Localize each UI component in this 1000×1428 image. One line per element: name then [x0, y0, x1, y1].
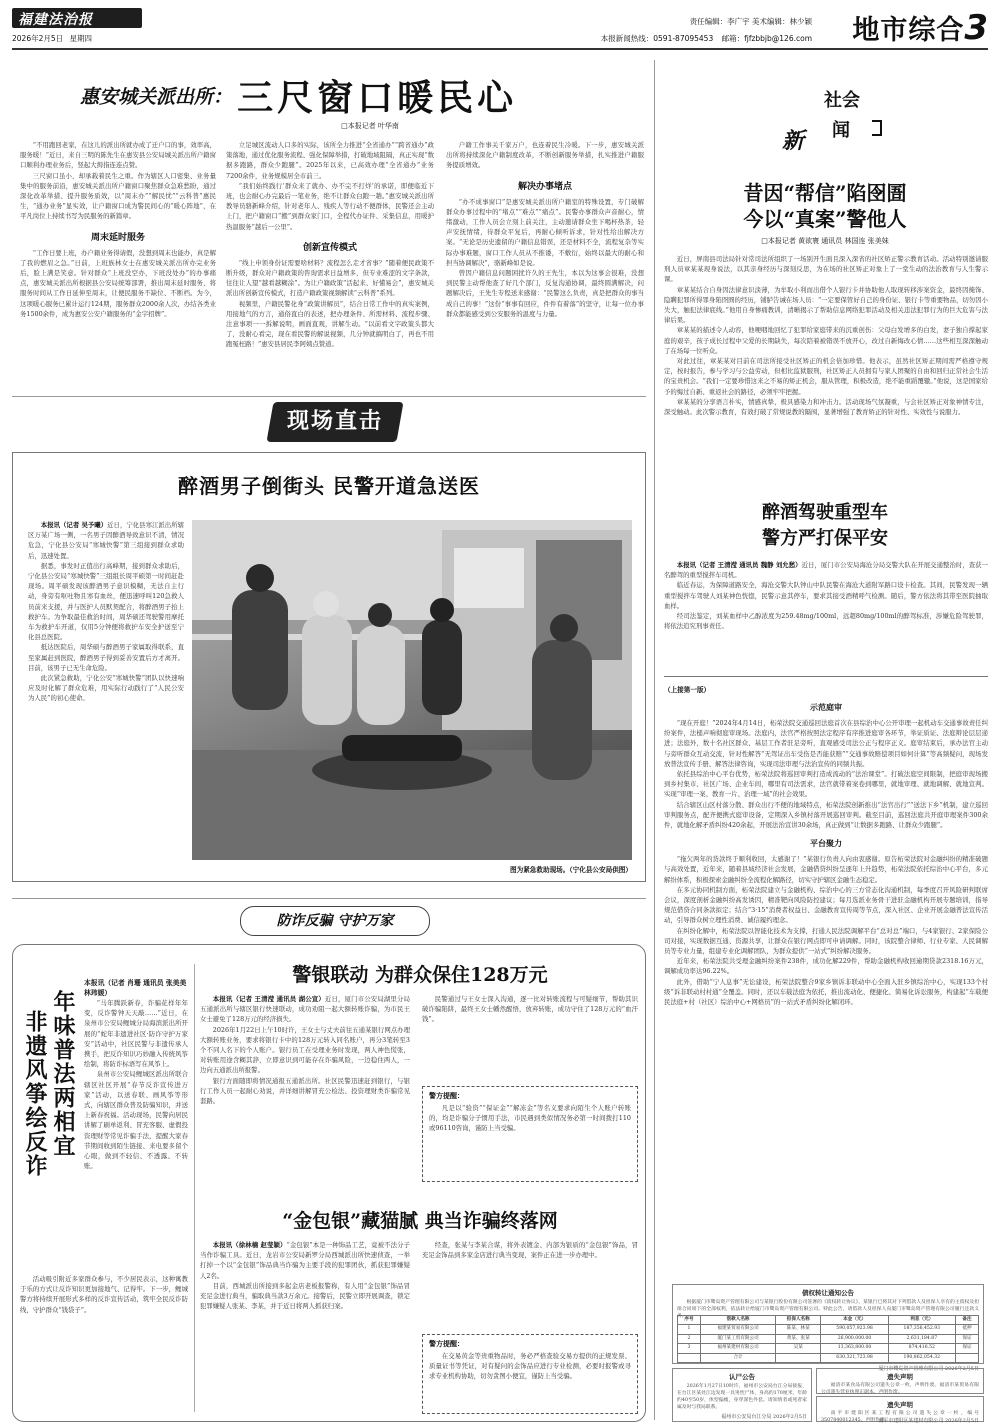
- lead-paragraph: 曾因户籍信息问题困扰许久的王先生，本以为这事会很难，没想到民警主动帮他查了好几个部门，反复沟通协调，最终圆满解决，问题解决后，王先生专程送来感谢：“民警这么负责，真是把群众的事当成自己的事！”这份“事事有回应，件件有着落”的坚守，让每一位办事群众都能感受到公安服务的温度与力量。: [446, 269, 644, 318]
- bond-table-header-cell: 序号: [678, 1316, 701, 1325]
- masthead-rule: [12, 48, 988, 50]
- continued-paragraph: 在纠纷化解中，柘荣法院以智能化技术为支撑，打通人民法院调解平台“总对总”端口，与4家银行、2家保险公司对接，实现数据互通、资源共享，让群众在银行网点即可申请调解。同时，该院整合律师、行业专家、人民调解员等专业力量，组建专业化调解团队，为群众提供“一站式”纠纷解决服务。: [664, 926, 988, 956]
- scene-banner: [266, 402, 403, 442]
- loss-notice-title: 遗失声明: [887, 1401, 913, 1409]
- social-paragraph: 章某某的描述令人动容，他哽咽地回忆了犯罪给家庭带来的沉重创伤：父母白发增多的白发，妻子独自撑起家庭的艰辛，孩子成长过程中父爱的长期缺失，每次陪着被错误不放开心，改过自新悔改心情……这些相互深深触动了在场每一位听众。: [664, 326, 988, 355]
- gold-article-paragraph: 经查，张某与李某合谋，将外表镀金、内部为银质的“金包银”饰品，冒充足金饰品到多家金店进行典当变现，案件正在进一步办理中。: [422, 1241, 638, 1260]
- scene-banner-text: 现场直击: [286, 409, 383, 434]
- bond-table-row: [678, 1334, 979, 1343]
- corpse-notice-title: 认尸公告: [729, 1373, 755, 1381]
- bond-table-cell: [678, 1353, 701, 1362]
- gold-article-paragraph: 目前，西城派出所接到多起金店老板报警称，有人用“金包银”饰品冒充足金进行典当，骗取典当款3万余元。接警后，民警立即开展调查，锁定犯罪嫌疑人张某、李某，并于近日将两人抓获归案。: [200, 1281, 410, 1311]
- anti-fraud-banner: [240, 906, 430, 936]
- lead-byline: □本报记者 叶华南: [341, 122, 399, 130]
- lead-paragraph: “我们始终践行‘群众来了就办、办不完不打烊’的承诺，即便临近下班，也会耐心办完最后一笔业务，绝不让群众白跑一趟。”惠安城关派出所教导员骆新峰介绍，针对老年人、残疾人等行动不便群体，民警还会主动上门，把户籍窗口“搬”到群众家门口，全程代办证件、采集信息，用暖护热温服务“越后一公里”。: [226, 181, 434, 231]
- news-hotline: 本报新闻热线：0591-87095453: [600, 34, 714, 43]
- bond-table-header-cell: 备注: [955, 1316, 978, 1325]
- lead-col-2: [226, 140, 434, 380]
- drunk-driving-byline: 本报讯（记者 王清滢 通讯员 魏静 刘允愁）: [676, 561, 802, 569]
- bank-article-paragraph: 银行方面随即将情况通报五通派出所。社区民警迅速赶到银行，与银行工作人员一起耐心劝说，并详细讲解冒充公检法、投资理财类诈骗常见套路。: [200, 1076, 410, 1106]
- section-name: 地市综合: [852, 15, 965, 46]
- lead-subheading: 周末延时服务: [90, 232, 145, 243]
- lead-headline: [80, 70, 640, 118]
- bond-table-cell: 保证: [955, 1344, 978, 1353]
- bond-notice-signature: 厦门市鹭岛资产管理有限公司 2026年2月5日: [878, 1366, 979, 1373]
- loss-notice-signature: 南平市建阳区某建材有限公司 2026年2月5日: [878, 1418, 979, 1424]
- section-divider: [664, 676, 988, 677]
- continued-subheading: 平台聚力: [810, 839, 842, 849]
- scene-section-rule: [12, 396, 646, 397]
- bond-table-cell: 抵押: [955, 1325, 978, 1334]
- column-divider: [654, 60, 655, 1420]
- rescue-photo-caption: 图为紧急救助现场。（宁化县公安局供图）: [510, 866, 632, 874]
- bond-table-cell: 590,057,923.98: [821, 1325, 888, 1334]
- gold-article-paragraph: “金包银”本是一种饰品工艺，竟被不法分子当作诈骗工具。近日，龙岩市公安局新罗分局西城派出所快速侦查，一举打掉一个以“金包银”饰品典当诈骗为主要手段的犯罪团伙，抓获犯罪嫌疑人2名。: [200, 1241, 410, 1280]
- social-byline: □本报记者 黄欲寰 通讯员 林国连 张美妹: [761, 237, 889, 245]
- gold-tip-text: 在交易黄金等贵重物品时，务必严格查验交易方提供的正规发票、质量证书等凭证，对有疑问的金饰品应进行专业检测，必要时报警或寻求专业机构协助，切勿贪图小便宜，谨防上当受骗。: [429, 1352, 631, 1380]
- anti-fraud-rule: [12, 898, 646, 899]
- continued-from: （上接第一版）: [664, 686, 711, 694]
- bond-table-header: [678, 1316, 979, 1325]
- bond-table-cell: 874,416.52: [888, 1344, 955, 1353]
- continued-body: [664, 684, 988, 1272]
- continued-paragraph: 近年来，柘荣法院共受理金融纠纷案件238件，成功化解229件，帮助金融机构收回逾期贷款2318.16万元，调解成功率达96.22%。: [664, 957, 988, 976]
- lead-col-1: [20, 140, 216, 380]
- bank-police-tip: [422, 1086, 638, 1182]
- bond-notice-intro: 根据厦门市鹭岛资产管理有限公司与某银行股份有限公司签署的《债权转让协议》，某银行已将其对下列借款人及担保人享有的主债权及担保合同项下的全部权利，依法转让给厦门市鹭岛资产管理有限公司。特此公告，请借款人及担保人向厦门市鹭岛资产管理有限公司履行还款义务。: [677, 1300, 979, 1319]
- kite-title-line1: 年味普法两相宜: [50, 990, 76, 1158]
- scene-paragraph: 近日，宁化县寒江派出所辖区万某广场一侧，一名男子因醉酒导致意识不清，情况危急，宁化县公安局“寒城快警”第三组接到群众求助后，迅速处置。: [28, 521, 184, 560]
- bond-table-row: [678, 1344, 979, 1353]
- loss-notice-title: 遗失声明: [887, 1373, 913, 1381]
- lead-paragraph: “办不成事窗口”是惠安城关派出所户籍室的特殊设置，专门破解群众办事过程中的“堵点”“难点”“痛点”。民警办事群众声音耐心，情绪激动，工作人员会立刻上前关注，主动邀请群众坐下喝杯热茶，轻声安抚情绪，待群众平复后，再耐心倾听诉求，针对性给出解决方案。“无论是历史遗留的户籍信息错误，还是材料不全，流程复杂等实际办事难题，窗口工作人员从不推诿，不敷衍，始终以最大的耐心和担当协调解决”，骆新峰如是说。: [446, 197, 644, 267]
- drunk-driving-headline-line2: 警方严打保平安: [762, 528, 888, 549]
- bond-table-row: [678, 1353, 979, 1362]
- bracket-mark: [872, 120, 882, 136]
- bond-table-cell: 1: [678, 1325, 701, 1334]
- scene-byline: 本报讯（记者 吴予曦）: [40, 521, 108, 529]
- bond-table-cell: 保证: [955, 1334, 978, 1343]
- lead-headline-left: 惠安城关派出所：: [80, 86, 233, 108]
- social-paragraph: 章某某结合自身因法律意识淡薄，为牟取小利而出借个人银行卡并协助他人取现转移涉案资金，最终因掩饰、隐瞒犯罪所得罪身陷囹圄的经历，铺胪告诫在场人员：“一定要保管好自己的身份证、银行卡等重要物品，切勿因小失大，触犯法律底线。”他用自身惨痛教训，清晰揭示了帮助信息网络犯罪活动及相关违法犯罪行为的巨大危害与法律后果。: [664, 285, 988, 325]
- bond-table-header-cell: 担保人名称: [776, 1316, 821, 1325]
- contact-email: 邮箱：fjfzbbjb@126.com: [721, 34, 812, 43]
- bank-article-paragraph: 近日，厦门市公安局湖里分局五通派出所与辖区银行快速联动，成功劝阻一起大额转账诈骗，为市民王女士避免了128万元的经济损失。: [200, 995, 410, 1024]
- bond-transfer-notice: [672, 1284, 984, 1373]
- rescue-photo-illustration: [192, 520, 632, 860]
- bond-table-cell: 厦门某工贸有限公司: [701, 1334, 776, 1343]
- bank-tip-title: 警方提醒：: [429, 1092, 464, 1100]
- continued-paragraph: “现在开庭！”2024年4月14日，柘荣法院交通巡回法庭首次在县综治中心公开审理一起机动车交通事故责任纠纷案件，法槌声响彻庭审现场。法庭内，法官严格按照法定程序有序推进庭审各环节，举证质证、法庭辩论层层递进；法庭外，数十名社区群众、基层工作者驻足旁听，直观感受司法公正与程序正义。庭审结束后，承办法官主动与旁听群众互动交流，针对性解答“无驾证出车受伤是否能获赔”“交通事故赔偿项目如何计算”等高频疑问，现场发放普法宣传手册、解答法律咨询，实现司法审理与法治宣传的同频共振。: [664, 719, 988, 768]
- social-news-label: [780, 86, 910, 156]
- social-label-wen: 闻: [832, 120, 850, 141]
- gold-article-headline: “金包银”藏猫腻 典当诈骗终落网: [282, 1210, 558, 1232]
- corpse-notice-text: 2026年1月27日10时许，福州市公安局台江分局接报，在台江区某处江边发现一具男性尸体，身高约170厘米，年龄约40至50岁，体型偏瘦，身穿深色外套。请知情者或死者家属及时与我局联系。: [677, 1384, 807, 1410]
- bond-table-cell: 26,900,000.00: [821, 1334, 888, 1343]
- lead-headline-right: 三尺窗口暖民心: [237, 77, 518, 119]
- newspaper-logo-text: 福建法治报: [18, 12, 93, 28]
- kite-paragraph: 泉州市公安局鲤城区派出所联合辖区社区开展“春节反诈宣传进万家”活动，以送春联、画风筝等形式，向辖区群众普及防骗知识，并送上新春祝福。活动现场，民警向居民讲解了刷单返利、冒充客服、虚假投资理财等常见诈骗手法，提醒大家春节期间收到陌生链接、来电要多留个心眼，做到不轻信、不透露、不转账。: [84, 1070, 188, 1171]
- gold-article-col1: [200, 1240, 410, 1416]
- lead-subheading: 解决办事堵点: [517, 181, 572, 192]
- bond-table-cell: 187,356,452.93: [888, 1325, 955, 1334]
- drunk-driving-paragraph: 经司法鉴定，刘某血样中乙醇浓度为259.48mg/100ml，远超80mg/100ml的醉驾标准，涉嫌危险驾驶罪，将依法追究刑事责任。: [664, 612, 988, 631]
- drunk-driving-paragraph: 临近春运，为保障道路安全，海沧交警大队钟山中队民警在海沧大道附军路口设卡检查。其间，民警发现一辆重型搅拌车驾驶人刘某神色恍惚，民警示意其停车，要求其接受酒精呼气检测。随后，警方依法将其带至医院抽取血样。: [664, 581, 988, 610]
- lead-paragraph: 视频里，户籍民警化身“政策讲解员”，结合日常工作中的真实案例，用接地气的方言，通俗直白的表述，把办理条件、所需材料、流程步骤、注意事项一一拆解说明，画面直观，讲解生动。“以前看文字政策头都大了，没耐心看完，现在看民警的解说视频，几分钟就搞明白了，再也不用跑冤枉路！”惠安县居民李阿姨点赞道。: [226, 299, 434, 349]
- bond-table-cell: [955, 1353, 978, 1362]
- bond-table-row: [678, 1325, 979, 1334]
- corpse-notice-signature: 福州市公安局台江分局 2026年2月5日: [721, 1414, 807, 1420]
- masthead: [12, 8, 988, 50]
- social-headline-line2: 今以“真案”警他人: [743, 207, 907, 231]
- lead-subheading: 创新宣传模式: [302, 242, 357, 253]
- social-body: [664, 254, 988, 486]
- bond-table-cell: 黄某、张某: [776, 1334, 821, 1343]
- section-title: [822, 8, 988, 46]
- drunk-driving-headline: [700, 500, 950, 552]
- scene-headline: 醉酒男子倒街头 民警开道急送医: [178, 474, 480, 498]
- continued-paragraph: 在多元协同机制方面，柘荣法院建立与金融机构、综治中心的三方常态化沟通机制，每季度召开风险研判联席会议，深度剖析金融纠纷高发诱因，精准靶向风险防控建议；每月选派业务骨干进驻金融机构开展专题培训，指导规范借贷合同条款拟定；结合“3·15”消费者权益日、金融教育宣传周等节点，深入社区、企业开展金融普法宣传活动，引导群众树立理性消费、诚信履约理念。: [664, 885, 988, 925]
- bond-table-cell: 2: [678, 1334, 701, 1343]
- bond-table-cell: 福州某建材有限公司: [701, 1344, 776, 1353]
- bank-article-byline: 本报讯（记者 王清滢 通讯员 湖公宣）: [212, 995, 325, 1003]
- drunk-driving-paragraph: 近日，厦门市公安局海沧分局交警大队在开展交通整治时，查获一名醉驾的重型搅拌车司机。: [664, 561, 989, 580]
- bank-article-paragraph: 2026年1月22日上午10时许，王女士与丈夫前往五通某银行网点办理大额转账业务，要求将银行卡中的128万元转入同名账户，再分3笔转至3个不同人名下的个人账户。银行员工在受理业务时发现，两人神色慌张，对转账用途含糊其辞，立即意识到可能存在诈骗风险，一边稳住两人，一边向五通派出所报警。: [200, 1025, 410, 1075]
- bond-table-header-cell: 借款人名称: [701, 1316, 776, 1325]
- bank-tip-text: 凡是以“验资”“保证金”“解冻金”等名义要求向陌生个人账户转账的，均是诈骗分子惯用手法，市民遇到类似情况务必第一时间拨打110或96110咨询，谨防上当受骗。: [429, 1104, 631, 1132]
- lead-paragraph: 三尺窗口虽小，却承载着民生之重。作为辖区人口密集、业务量集中的服务前沿，惠安城关派出所户籍窗口聚焦群众急难愁盼，通过深化改革举措、提升服务质效，以“周末办”“解民忧”“云科普”惠民生，“通办业务”显实效，让户籍窗口成为警民间心的“暖心阵地”，在平凡岗位上持续书写为民服务的新篇章。: [20, 171, 216, 221]
- continued-paragraph: “拖欠两年的货款终于顺利收回，太感谢了！”某银行负责人向由衷感谢。原告柘荣法院对金融纠纷的精准破题与高效处置，近年来，随着县域经济社会发展，金融借贷纠纷呈逐年上升趋势，柘荣法院依托综治中心平台，多元解纷体系，积极探索金融纠纷全流程化解路径，切实守护辖区金融生态稳定。: [664, 855, 988, 884]
- bond-table-cell: 2,631,184.87: [888, 1334, 955, 1343]
- lead-paragraph: “工作日要上班，办户籍业务得请假，没想到周末也能办，真是解了我的燃眉之急。”日前，上班族林女士在惠安城关派出所办完业务后，脸上满是笑意。针对群众“上班没空办，下班没处办”的办事痛点，惠安城关派出所根据县公安局统筹部署，推出周末延时服务，将服务时间从工作日延伸至周末，让便民服务不缺位、不断档。为今，这项暖心服务已累计运行124期，服务群众2000余人次，办结各类业务1500余件，成为惠安公安户籍服务的“金字招牌”。: [20, 248, 216, 318]
- continued-subheading: 示范庭审: [810, 703, 842, 712]
- editors-line: 责任编辑：李广宇 美术编辑：林少颖: [689, 17, 812, 26]
- issue-weekday: 星期四: [69, 34, 93, 43]
- scene-paragraph: 此次紧急救助，宁化公安“寒城快警”团队以快速响应及时化解了群众危难，用实际行动践行了“人民公安为人民”的初心使命。: [28, 674, 184, 703]
- loss-notice-1: [816, 1368, 984, 1394]
- bond-table-cell: 13,363,800.00: [821, 1344, 888, 1353]
- lead-paragraph: “不用跑回老家，在这儿的派出所就办成了迁户口的事，效率高，服务暖！”近日，来自三明的陈先生在惠安县公安局城关派出所户籍窗口顺利办理业务后，竖起大拇指连连点赞。: [20, 141, 216, 170]
- continued-paragraph: 结合辖区山区村落分散、群众出行不便的地域特点，柘荣法院创新推出“法官出行”“送法下乡”机制，建立巡回审判服务点，配齐便携式庭审设备，定期深入乡镇村落开展巡回审判。截至目前，巡回法庭共开庭审理案件300余件，就地化解矛盾纠纷420余起，开展法治宣讲30余场，真正做到“让数据多跑路、让群众少跑腿”。: [664, 800, 988, 830]
- bank-article-col1: [200, 994, 410, 1190]
- kite-title-line2: 非遗风筝绘反诈: [22, 1010, 48, 1178]
- anti-fraud-divider: [194, 964, 195, 1412]
- newspaper-logo: [12, 8, 142, 28]
- kite-paragraph: 活动吸引附近多家群众参与，不少居民表示，这种寓教于乐的方式让反诈知识更加接地气、记得牢。下一步，鲤城警方将持续开展形式多样的反诈宣传活动，筑牢全民反诈防线，守护群众“钱袋子”。: [20, 1275, 188, 1314]
- continued-paragraph: 此外，借助“宁人息事”无讼建设，柘荣法院整合9家乡镇诉非联动中心全面入驻乡镇综治中心，实现133个村级“诉非联动村村通”全覆盖。同时，还以车载法庭为依托，推出流动化、便捷化、简易化诉讼服务，构建起“车载便民法庭+村（社区）综治中心+网格员”的一站式矛盾纠纷化解闭环。: [664, 977, 988, 1007]
- bond-table: [677, 1315, 979, 1363]
- bond-table-cell: [776, 1353, 821, 1362]
- social-headline-line1: 昔因“帮信”陷囹圄: [743, 181, 907, 205]
- issue-date: 2026年2月5日: [12, 34, 64, 43]
- scene-paragraph: 据悉，事发时正值出行高峰期，接到群众求助后，宁化县公安局“寒城快警”三组组长周平硕第一时间赶赴现场。周平硕发现该醉酒男子意识模糊，无法自主行动，身旁有呕吐物且寒有血丝，便迅速呼叫120急救人员前来支援，并与医护人员默契配合，将醉酒男子抬上救护车。为争取最佳救治时间，周华硕还驾驶警用摩托车为救护车开道，仅用5分钟便将救护车安全护送至宁化县总医院。: [28, 561, 184, 642]
- gold-article-col2: [422, 1240, 638, 1326]
- bond-table-cell: 陈某、林某: [776, 1325, 821, 1334]
- corpse-notice: [672, 1368, 812, 1422]
- bond-notice-title: 债权转让通知公告: [802, 1289, 854, 1297]
- continued-paragraph: 依托县综治中心平台优势，柘荣法院将巡回审判打造成流动的“法治课堂”。打破法庭空间限制，把庭审现场搬到乡村集市、社区广场、企业车间，哪里有司法需求，法官就带着案卷到哪里，就地审理、就地调解、就地宣判。实现“审理一案、教育一片、治理一域”的社会效果。: [664, 770, 988, 799]
- social-label-new: 新: [782, 128, 805, 154]
- kite-byline: 本报讯（记者 肖珊 通讯员 张美美 林玮媛）: [84, 979, 187, 997]
- social-paragraph: 对此过往，章某某对目前在司法所接受社区矫正的机会倍加珍惜。他表示，虽然社区矫正期间需严格遵守规定，按时报告，参与学习与公益劳动，但相比监狱服刑，社区矫正人员拥有与家人团聚的自由和回归正常社会生活的宝贵机会。“我们一定要珍惜这来之不易的矫正机会，服从管理，积极改造，绝不能重蹈覆辙。”他说，这是国家给予的悔过自新、重返社会的路径，必须牢牢把握。: [664, 357, 988, 396]
- bond-table-cell: 630,321,723.98: [821, 1353, 888, 1362]
- gold-article-byline: 本报讯（徐林楠 赵莹颖）: [212, 1241, 287, 1249]
- scene-body: [28, 520, 184, 872]
- lead-paragraph: 户籍工作事关千家万户，也连着民生冷暖。下一步，惠安城关派出所将持续深化户籍制度改革，不断创新服务举措，扎实推进户籍服务提质增效。: [446, 141, 644, 170]
- bank-article-paragraph: 民警通过与王女士深入沟通，逐一比对转账流程与可疑细节，帮助其识破诈骗陷阱，最终王女士幡然醒悟，放弃转账，成功守住了128万元的“血汗钱”。: [422, 995, 638, 1024]
- bond-table-cell: 190,862,054.32: [888, 1353, 955, 1362]
- kite-title: [18, 990, 78, 1270]
- kite-body-bottom: [20, 1274, 188, 1414]
- kite-paragraph: “马年腾跃新春，诈骗花样年年变，反诈警钟天天敲……”近日，在泉州市公安局鲤城分局海滨派出所开展的“蛇年非遗进社区·防诈守护万家安”活动中，社区民警与非遗传承人携手，把反诈知识巧妙融入传统风筝绘制，将防诈标语写在风筝上。: [84, 999, 188, 1069]
- loss-notice-text: 福清市某食品有限公司遗失公章一枚，声明作废。福清市某贸易有限公司遗失营业执照正副本，声明作废。: [821, 1383, 979, 1395]
- drunk-driving-headline-line1: 醉酒驾驶重型车: [762, 502, 888, 523]
- anti-fraud-banner-text: 防诈反骗 守护万家: [276, 913, 394, 929]
- rescue-photo: [192, 520, 632, 860]
- lead-paragraph: “线上申领身份证需要啥材料？流程怎么走才省事？”随着便民政策不断升级，群众对户籍政策的咨询需求日益增多，但专业难涩的文字条款，往往让人望“越看越糊涂”。为让户籍政策“活起来、好懂易会”，惠安城关派出所创新宣传模式，打造户籍政策视频解读“云科普”系列。: [226, 258, 434, 298]
- loss-notice-2: [816, 1396, 984, 1422]
- bank-article-headline: 警银联动 为群众保住128万元: [292, 964, 548, 986]
- lead-paragraph: 立足城区流动人口多的实际，该所全力推进“全省通办”“跨省通办”政策落地，通过优化服务流程、强化保障举措，打破地域阻隔，真正实现“数据多跑路，群众少跑腿”。2025年以来，已高效办理“全省通办”业务7200余件，业务规模居全市前三。: [226, 141, 434, 180]
- page-number: 3: [964, 8, 988, 48]
- gold-tip-title: 警方提醒：: [429, 1340, 464, 1348]
- scene-paragraph: 抵达医院后，周华硕与醉酒男子家属取得联系，直至家属赶到医院，醉酒男子得到妥善安置后方才离开。目前，该男子已无生命危险。: [28, 643, 184, 672]
- bond-table-header-cell: 本金（元）: [821, 1316, 888, 1325]
- social-paragraph: 近日，屏南县司法局针对常司法所组织了一场别开生面且深入深省的社区矫正警示教育活动。活动特别邀请服刑人员章某某现身说法，以其亲身经历与深刻反思，为在场的社区矫正对象上了一堂生动的法治教育与人生警示课。: [664, 255, 988, 284]
- lead-col-3: [446, 140, 644, 380]
- social-label-top: 社会: [824, 90, 860, 111]
- bond-table-cell: 福建某贸易有限公司: [701, 1325, 776, 1334]
- bond-table-cell: 合计: [701, 1353, 776, 1362]
- loss-notice-text: 南平市建阳区某工程有限公司遗失公章一枚，编号3507840012345，声明作废。: [821, 1411, 979, 1423]
- bond-table-cell: 3: [678, 1344, 701, 1353]
- bond-table-header-cell: 利息（元）: [888, 1316, 955, 1325]
- social-paragraph: 章某某的分享语言朴实，情感真挚，极具感染力和冲击力。活动现场气氛凝重，与会社区矫正对象神情专注，深受触动。此次警示教育，有效打破了常规说教的隔阂，显著增强了教育矫正的针对性、实效性与说服力。: [664, 397, 988, 417]
- kite-body-top: [84, 978, 188, 1270]
- gold-police-tip: [422, 1334, 638, 1414]
- bond-table-cell: 吴某: [776, 1344, 821, 1353]
- social-headline: [700, 180, 950, 232]
- bank-article-col2: [422, 994, 638, 1080]
- drunk-driving-body: [664, 560, 988, 670]
